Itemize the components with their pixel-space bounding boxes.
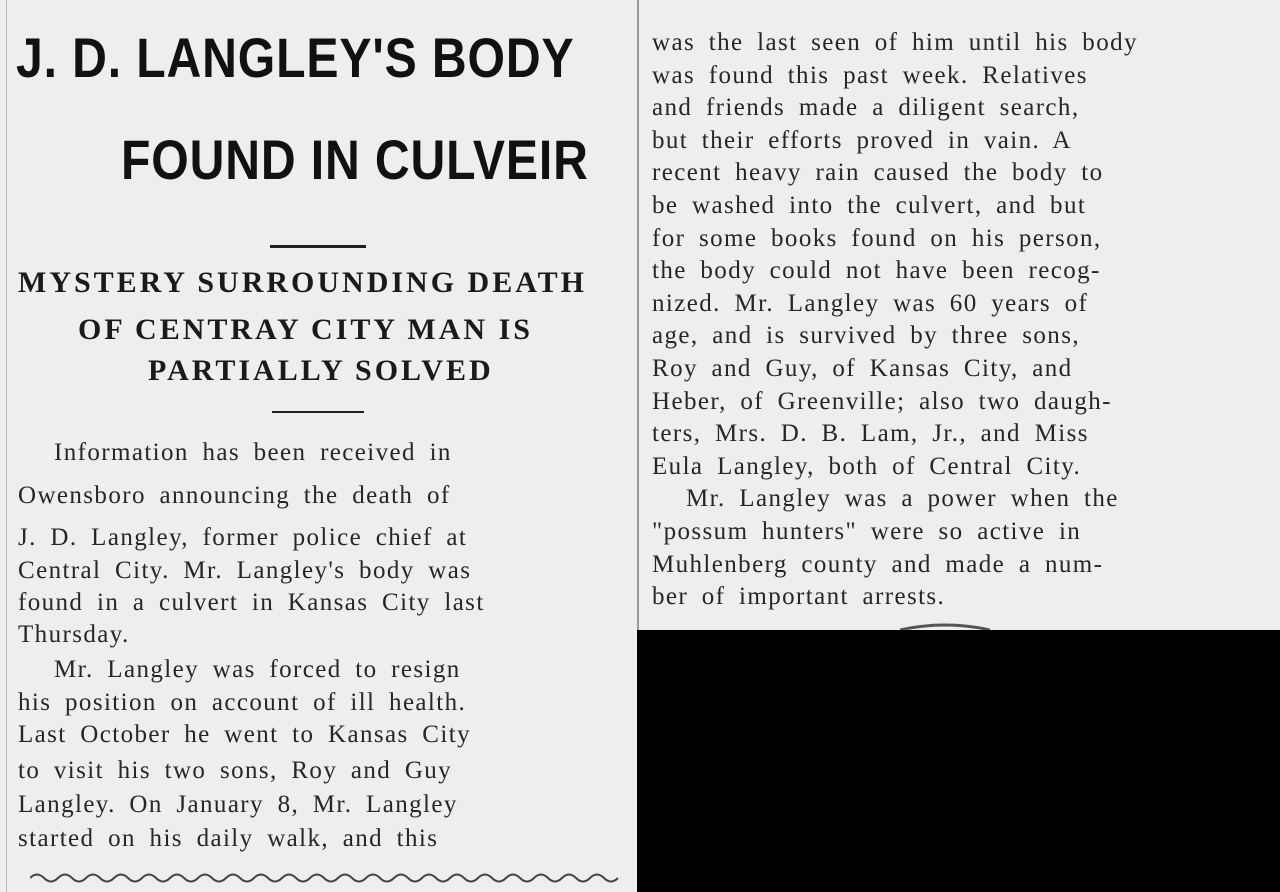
right-body-line: was the last seen of him until his body — [652, 29, 1138, 56]
right-body-line: was found this past week. Relatives — [652, 62, 1088, 89]
headline-line-2: FOUND IN CULVEIR — [121, 128, 589, 191]
headline-rule — [270, 245, 366, 248]
subhead-line-3: PARTIALLY SOLVED — [148, 354, 494, 387]
left-body-line: Mr. Langley was forced to resign — [54, 656, 461, 683]
column-divider — [637, 0, 639, 630]
right-body-line: Muhlenberg county and made a num- — [652, 551, 1104, 578]
left-body-line: found in a culvert in Kansas City last — [18, 589, 485, 616]
right-body-line: for some books found on his person, — [652, 225, 1102, 252]
right-body-line: ters, Mrs. D. B. Lam, Jr., and Miss — [652, 420, 1089, 447]
right-body-line: but their efforts proved in vain. A — [652, 127, 1072, 154]
right-body-line: Roy and Guy, of Kansas City, and — [652, 355, 1073, 382]
redacted-area — [637, 630, 1280, 892]
right-body-line: the body could not have been recog- — [652, 257, 1101, 284]
left-body-line: started on his daily walk, and this — [18, 825, 439, 852]
right-body-line: Eula Langley, both of Central City. — [652, 453, 1082, 480]
right-body-line: Heber, of Greenville; also two daugh- — [652, 388, 1112, 415]
left-body-line: Information has been received in — [54, 439, 452, 466]
left-body-line: Langley. On January 8, Mr. Langley — [18, 791, 458, 818]
headline-line-1: J. D. LANGLEY'S BODY — [16, 26, 575, 89]
right-body-line: nized. Mr. Langley was 60 years of — [652, 290, 1089, 317]
left-body-line: Owensboro announcing the death of — [18, 482, 451, 509]
right-body-line: age, and is survived by three sons, — [652, 322, 1080, 349]
right-body-line: and friends made a diligent search, — [652, 94, 1080, 121]
right-body-line: ber of important arrests. — [652, 583, 946, 610]
bottom-ornament-rule — [30, 868, 620, 888]
left-body-line: his position on account of ill health. — [18, 689, 467, 716]
right-body-line: Mr. Langley was a power when the — [686, 485, 1119, 512]
right-body-line: recent heavy rain caused the body to — [652, 159, 1104, 186]
subhead-line-2: OF CENTRAY CITY MAN IS — [78, 313, 533, 346]
left-body-line: Central City. Mr. Langley's body was — [18, 557, 472, 584]
left-body-line: Last October he went to Kansas City — [18, 721, 471, 748]
left-body-line: J. D. Langley, former police chief at — [18, 524, 468, 551]
subhead-line-1: MYSTERY SURROUNDING DEATH — [18, 266, 587, 299]
left-body-line: to visit his two sons, Roy and Guy — [18, 757, 453, 784]
subhead-rule — [272, 411, 364, 413]
right-body-line: be washed into the culvert, and but — [652, 192, 1087, 219]
right-body-line: "possum hunters" were so active in — [652, 518, 1082, 545]
column-edge-rule — [6, 0, 7, 892]
left-body-line: Thursday. — [18, 621, 130, 648]
